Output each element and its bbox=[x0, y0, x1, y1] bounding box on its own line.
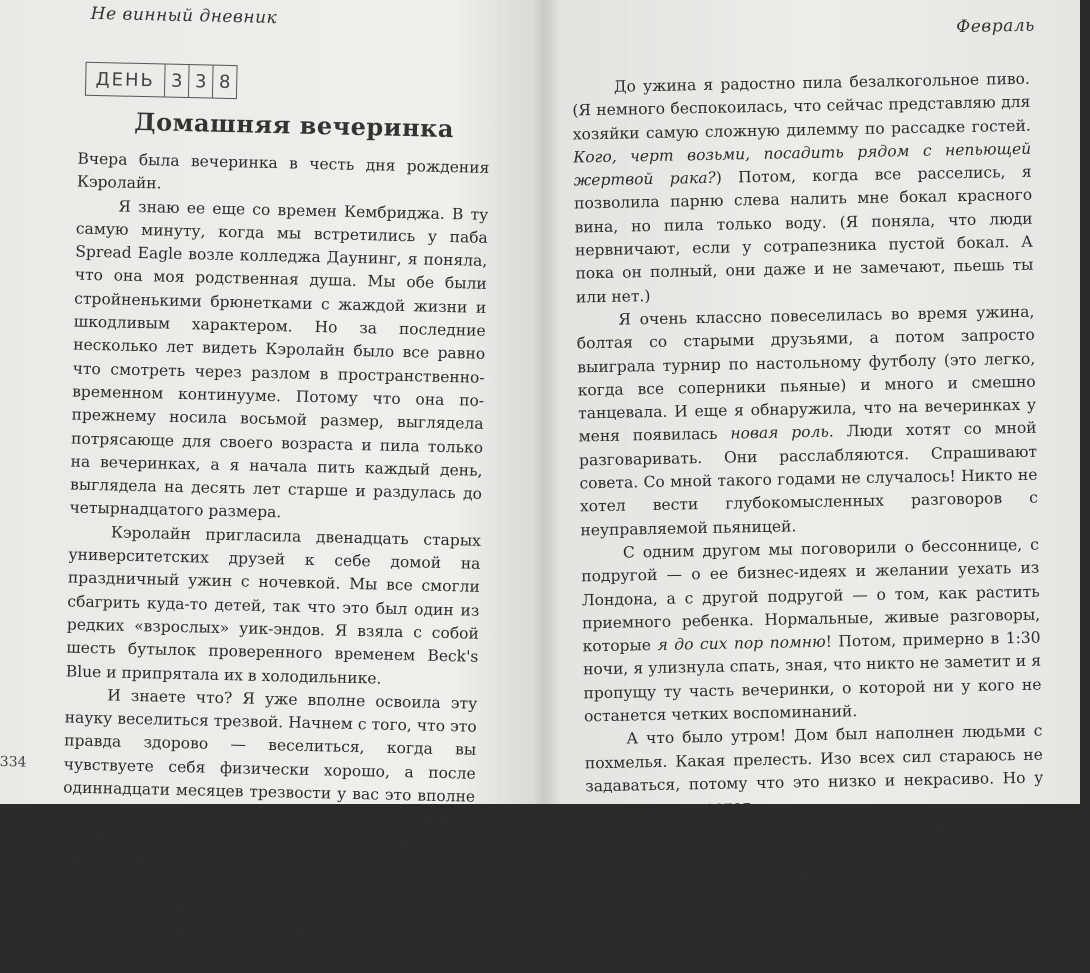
right-p3-text-b: ! Потом, примерно в 1:30 ночи, я улизнула спать, зная, что никто не заметит и я пропущу ту часть вечеринки, о которой ни у кого не останется четких воспоминаний. bbox=[582, 628, 1042, 726]
day-digit-3: 8 bbox=[212, 66, 237, 99]
right-paragraph-1 bbox=[572, 68, 1034, 310]
left-paragraph-3: Кэролайн пригласила двенадцать старых университетских друзей к себе домой на праздничный ужин с ночевкой. Мы все смогли сбагрить куда-то детей, так что это был один из редких «взрослых» уик-эндов. Я взяла с собой шесть бутылок проверенного временем Beck's Blue и припрятала их в холодильнике. bbox=[65, 523, 482, 688]
right-paragraph-3 bbox=[581, 534, 1042, 729]
right-p2-italic: новая роль bbox=[730, 423, 830, 443]
right-paragraph-6: — Я ужасно себя чувствую. Наверное, я присоединюсь к тебе и тоже брошу пить. bbox=[587, 861, 1046, 912]
left-paragraph-4: И знаете что? Я уже вполне освоила эту науку веселиться трезвой. Начнем с того, что это правда здорово — веселиться, когда вы чувствуете себя физически хорошо, а после одиннадцати месяцев трезвости у вас это вполне получается. Я не чувствовала, что мне прямо «горячо», но «тепло» по крайней мере. Я надела красное кружевное платье, и, по словам Джона, все говорили, что я выгляжу супер (надо признать, они не видели меня с начала онкологических проблем, так что у них не было больших ожиданий). bbox=[59, 686, 478, 964]
right-paragraph-5: Мы собираемся уезжать, Кэролайн обнимает меня и говорит: bbox=[586, 815, 1045, 866]
left-page bbox=[0, 0, 549, 964]
right-p3-italic: я до сих пор помню bbox=[657, 632, 826, 655]
right-p1-italic: Кого, черт возьми, посадить рядом с непьющей жертвой рака? bbox=[573, 139, 1032, 190]
right-paragraph-4: А что было утром! Дом был наполнен людьми с похмелья. Какая прелесть. Изо всех сил стараюсь не задаваться, потому что это низко и некрасиво. Но у меня не получается. bbox=[584, 721, 1044, 819]
right-p2-text-a: Я очень классно повеселилась во время ужина, болтая со старыми друзьями, а потом запросто выиграла турнир по настольному футболу (это легко, когда все соперники пьяные) и много и смешно танцевала. И еще я обнаружила, что на вечеринках у меня появилась bbox=[576, 302, 1037, 446]
day-digit-1: 3 bbox=[164, 65, 189, 98]
day-counter-box bbox=[85, 62, 238, 99]
right-p3-text-a: С одним другом мы поговорили о бессоннице, с подругой — о ее бизнес-идеях и желании уехать из Лондона, а с другой подругой — о том, как растить приемного ребенка. Нормальные, живые разговоры, которые bbox=[581, 535, 1041, 656]
left-paragraph-1: Вчера была вечеринка в честь дня рождения Кэролайн. bbox=[76, 149, 490, 193]
page-number: 334 bbox=[0, 753, 27, 771]
chapter-title: Домашняя вечеринка bbox=[134, 106, 455, 144]
right-body-text bbox=[572, 68, 1046, 915]
day-label: ДЕНЬ bbox=[95, 68, 156, 91]
right-paragraph-2 bbox=[576, 301, 1038, 543]
right-running-head: Февраль bbox=[955, 15, 1036, 38]
day-digit-2: 3 bbox=[188, 65, 213, 98]
right-page bbox=[532, 0, 1087, 912]
left-paragraph-2: Я знаю ее еще со времен Кембриджа. В ту самую минуту, когда мы встретились у паба Spread Eagle возле колледжа Даунинг, я поняла, что она моя родственная душа. Мы обе были стройненькими брюнетками с жаждой жизни и шкодливым характером. Но за последние несколько лет видеть Кэролайн было все равно что смотреть через разлом в пространственно-временном континууме. Потому что она по-прежнему носила восьмой размер, выглядела потрясающе для своего возраста и пила только на вечеринках, а я начала пить каждый день, выглядела на десять лет старше и раздулась до четырнадцатого размера. bbox=[69, 197, 489, 522]
left-body-text bbox=[59, 148, 489, 973]
right-p1-text-a: До ужина я радостно пила безалкогольное пиво. (Я немного беспокоилась, что сейчас представляю для хозяйки самую сложную дилемму по рассадке гостей. bbox=[572, 69, 1031, 144]
left-running-head: Не винный дневник bbox=[90, 3, 278, 29]
right-p1-text-b: ) Потом, когда все расселись, я позволила парню слева налить мне бокал красного вина, но пила только воду. (Я поняла, что люди нервничают, если у сотрапезника пустой бокал. А пока он полный, они даже и не замечают, пьешь ты или нет.) bbox=[573, 162, 1034, 307]
right-p2-text-b: . Люди хотят со мной разговаривать. Они расслабляются. Спрашивают совета. Со мной такого годами не случалось! Никто не хотел вести глубокомысленных разговоров с неуправляемой пьяницей. bbox=[578, 419, 1039, 540]
